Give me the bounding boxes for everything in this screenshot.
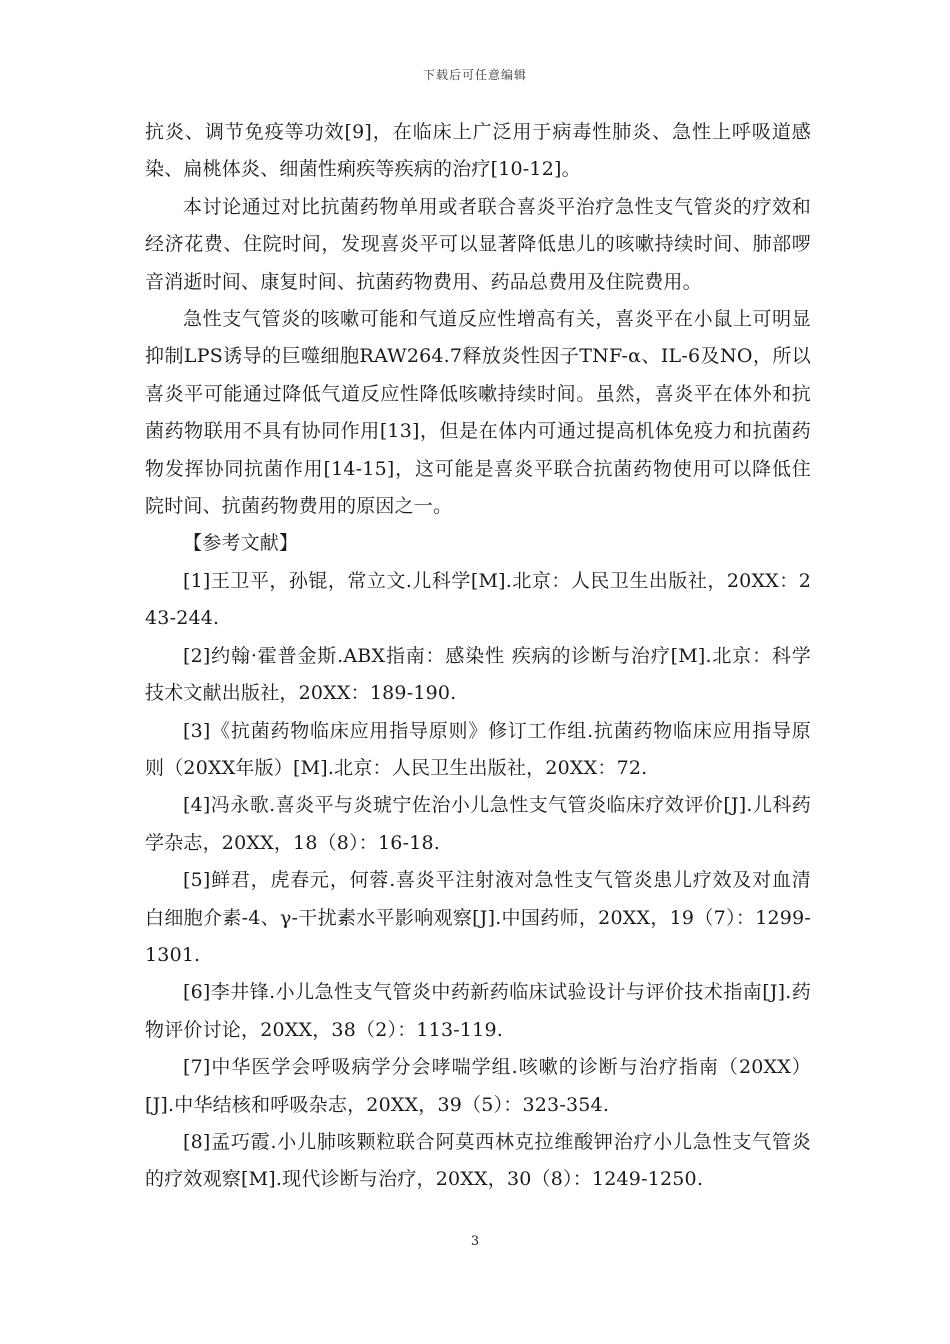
body-paragraph-3: 急性支气管炎的咳嗽可能和气道反应性增高有关，喜炎平在小鼠上可明显抑制LPS诱导的巨噬细胞RAW264.7释放炎性因子TNF-α、IL-6及NO，所以喜炎平可能通过降低气道反应性降低咳嗽持续时间。虽然，喜炎平在体外和抗菌药物联用不具有协同作用[13]，但是在体内可通过提高机体免疫力和抗菌药物发挥协同抗菌作用[14-15]，这可能是喜炎平联合抗菌药物使用可以降低住院时间、抗菌药物费用的原因之一。 [145,308,811,518]
reference-item-7: [7]中华医学会呼吸病学分会哮喘学组.咳嗽的诊断与治疗指南（20XX）[J].中华结核和呼吸杂志，20XX，39（5）：323-354. [145,1056,811,1116]
references-heading: 【参考文献】 [183,532,299,555]
page-header: 下载后可任意编辑 [422,68,527,82]
reference-item-8: [8]孟巧霞.小儿肺咳颗粒联合阿莫西林克拉维酸钾治疗小儿急性支气管炎的疗效观察[M].现代诊断与治疗，20XX，30（8）：1249-1250. [145,1130,811,1191]
reference-item-6: [6]李井锋.小儿急性支气管炎中药新药临床试验设计与评价技术指南[J].药物评价讨论，20XX，38（2）：113-119. [145,981,811,1041]
body-paragraph-1: 抗炎、调节免疫等功效[9]，在临床上广泛用于病毒性肺炎、急性上呼吸道感染、扁桃体炎、细菌性痢疾等疾病的治疗[10-12]。 [145,121,811,181]
page-number: 3 [470,1234,480,1249]
body-paragraph-2: 本讨论通过对比抗菌药物单用或者联合喜炎平治疗急性支气管炎的疗效和经济花费、住院时间，发现喜炎平可以显著降低患儿的咳嗽持续时间、肺部啰音消逝时间、康复时间、抗菌药物费用、药品总费用及住院费用。 [145,195,811,293]
reference-item-5: [5]鲜君，虎春元，何蓉.喜炎平注射液对急性支气管炎患儿疗效及对血清白细胞介素-4、γ-干扰素水平影响观察[J].中国药师，20XX，19（7）：1299-1301. [145,869,811,966]
reference-item-4: [4]冯永歌.喜炎平与炎琥宁佐治小儿急性支气管炎临床疗效评价[J].儿科药学杂志，20XX，18（8）：16-18. [145,794,811,854]
document-body [145,114,811,1199]
reference-item-2: [2]约翰·霍普金斯.ABX指南：感染性 疾病的诊断与治疗[M].北京：科学技术文献出版社，20XX：189-190. [145,644,811,705]
reference-item-3: [3]《抗菌药物临床应用指导原则》修订工作组.抗菌药物临床应用指导原则（20XX年版）[M].北京：人民卫生出版社，20XX：72. [145,719,811,779]
reference-item-1: [1]王卫平，孙锟，常立文.儿科学[M].北京：人民卫生出版社，20XX：243-244. [145,569,811,630]
